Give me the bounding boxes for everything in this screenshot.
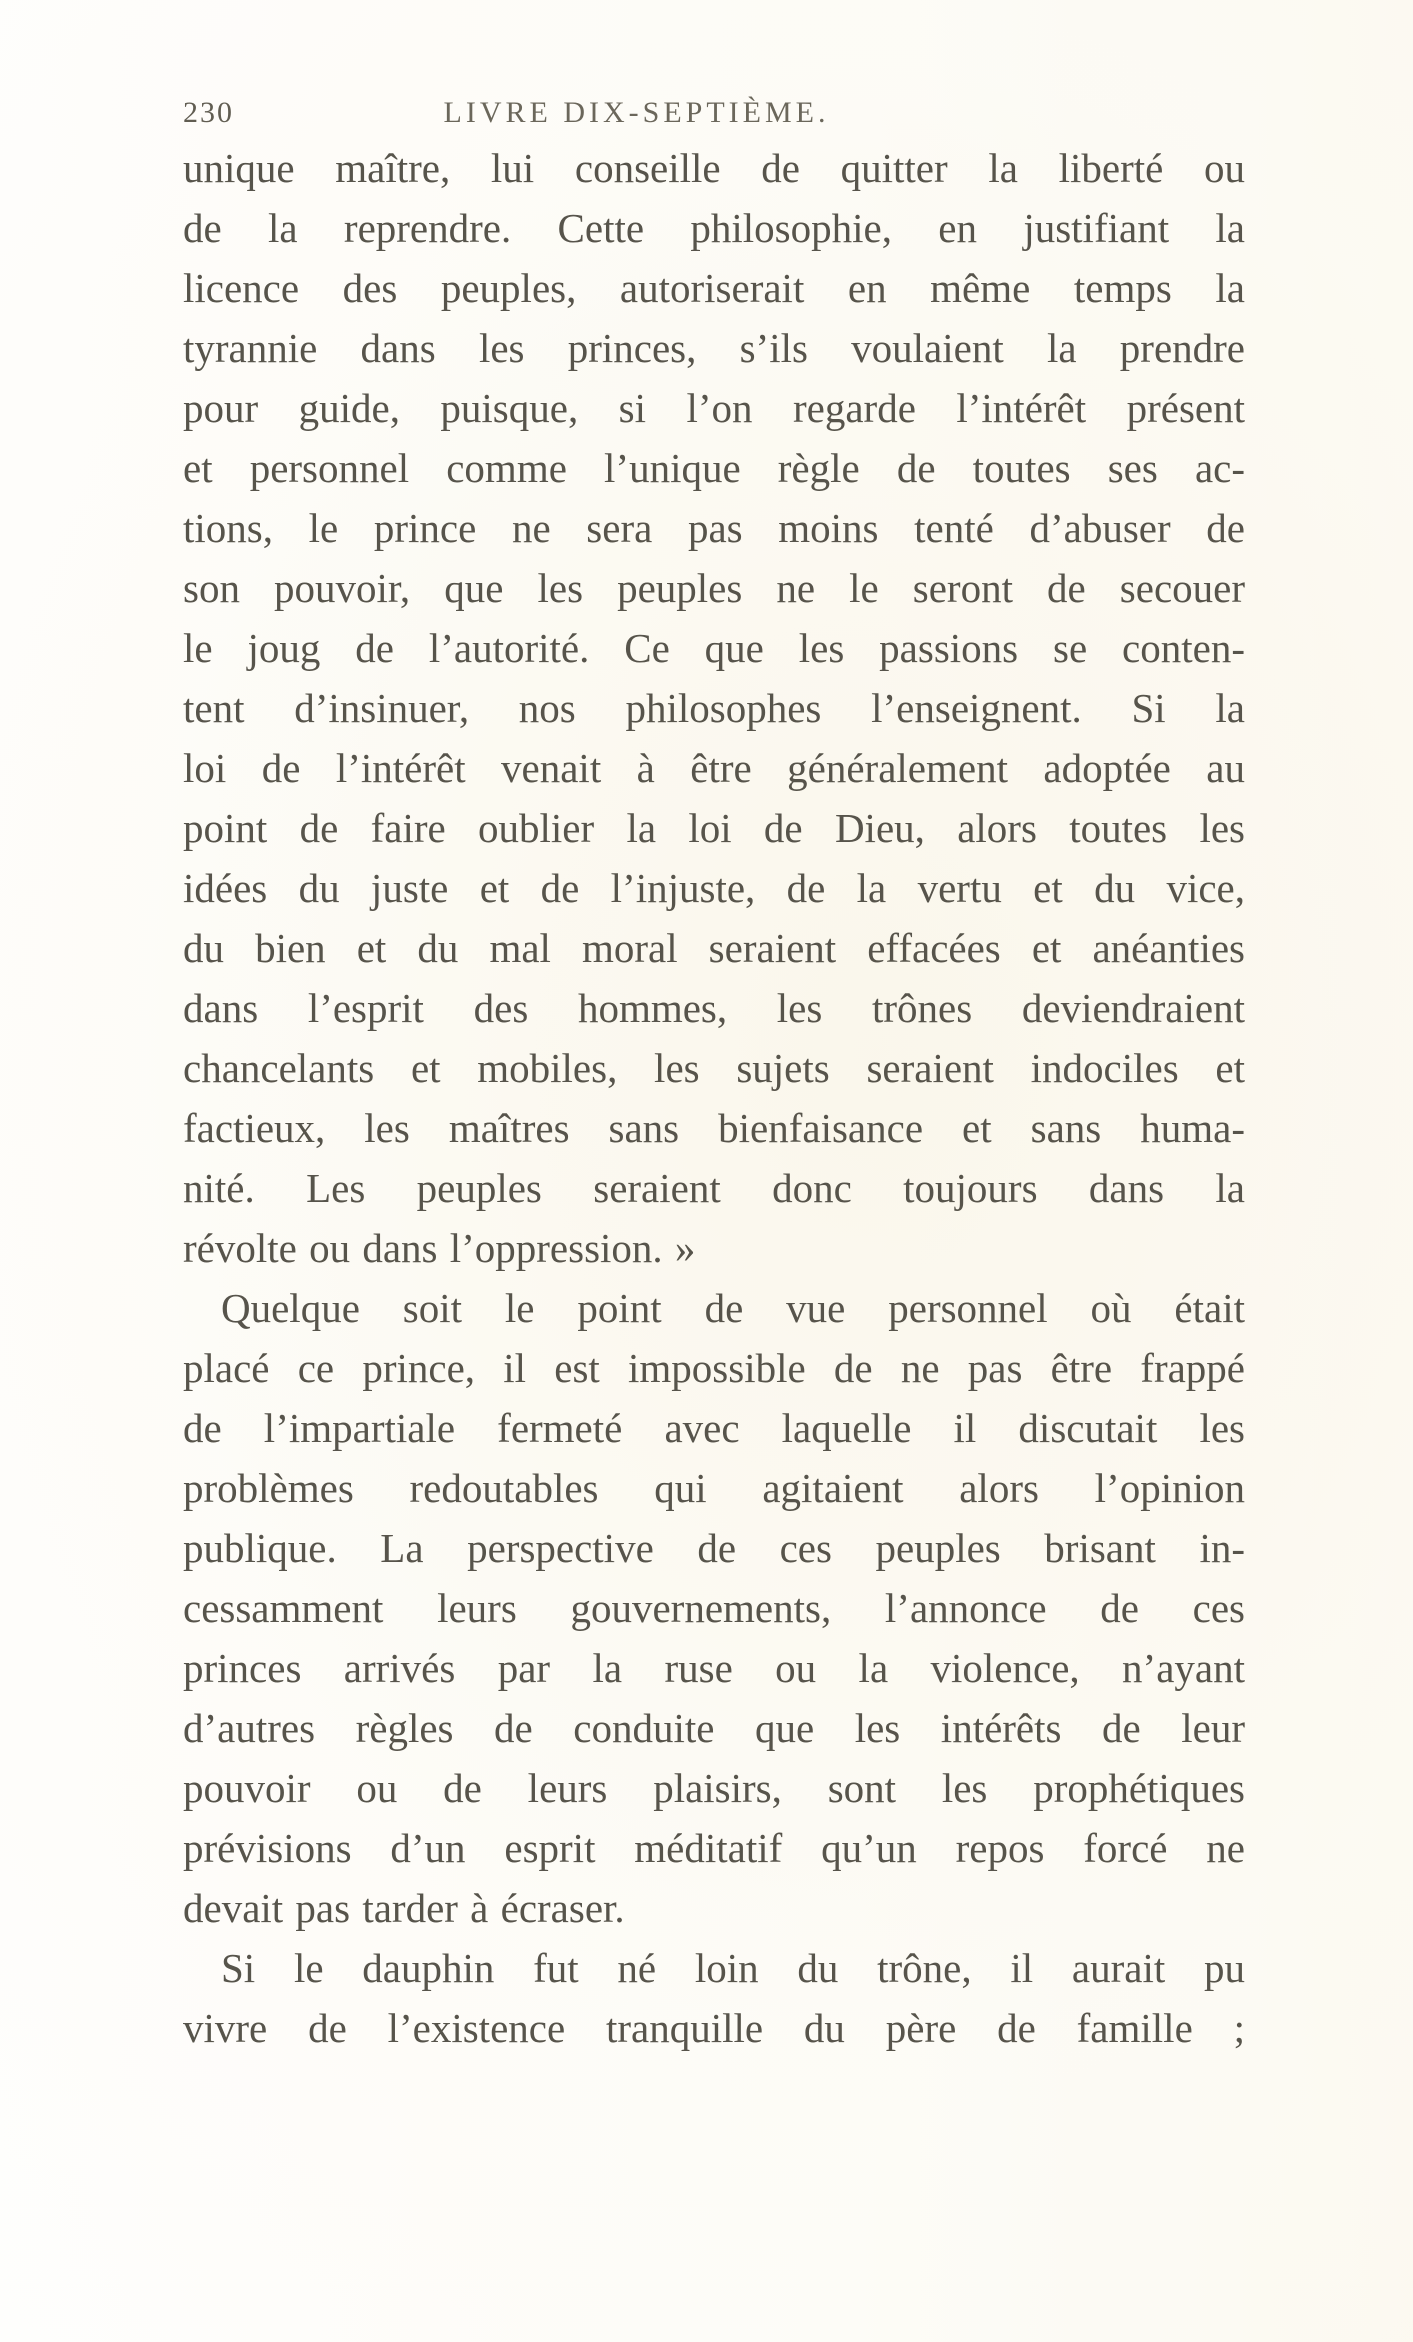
paragraph	[183, 138, 1245, 1278]
text-line: point de faire oublier la loi de Dieu, alors toutes les	[183, 805, 1245, 851]
paragraph	[183, 1278, 1245, 1938]
paragraph	[183, 1938, 1245, 2058]
text-line: révolte ou dans l’oppression. »	[183, 1225, 696, 1271]
running-title-zone	[303, 96, 970, 130]
text-line: son pouvoir, que les peuples ne le seront de secouer	[183, 565, 1245, 611]
text-line: loi de l’intérêt venait à être généralement adoptée au	[183, 745, 1245, 791]
text-line: publique. La perspective de ces peuples brisant in-	[183, 1525, 1245, 1571]
page-header	[183, 96, 1245, 130]
text-line: tyrannie dans les princes, s’ils voulaient la prendre	[183, 325, 1245, 371]
text-line: le joug de l’autorité. Ce que les passions se conten-	[183, 625, 1245, 671]
text-line: vivre de l’existence tranquille du père de famille ;	[183, 2005, 1245, 2051]
text-line: pour guide, puisque, si l’on regarde l’intérêt présent	[183, 385, 1245, 431]
text-line: du bien et du mal moral seraient effacées et anéanties	[183, 925, 1245, 971]
text-line: cessamment leurs gouvernements, l’annonce de ces	[183, 1585, 1245, 1631]
text-line: princes arrivés par la ruse ou la violence, n’ayant	[183, 1645, 1245, 1691]
text-line: de la reprendre. Cette philosophie, en justifiant la	[183, 205, 1245, 251]
text-line: unique maître, lui conseille de quitter la liberté ou	[183, 145, 1245, 191]
text-line: tent d’insinuer, nos philosophes l’enseignent. Si la	[183, 685, 1245, 731]
running-title: LIVRE DIX-SEPTIÈME.	[443, 96, 830, 129]
text-line: tions, le prince ne sera pas moins tenté d’abuser de	[183, 505, 1245, 551]
text-line: d’autres règles de conduite que les intérêts de leur	[183, 1705, 1245, 1751]
text-line: problèmes redoutables qui agitaient alors l’opinion	[183, 1465, 1245, 1511]
text-line: Si le dauphin fut né loin du trône, il aurait pu	[221, 1945, 1245, 1991]
text-line: pouvoir ou de leurs plaisirs, sont les prophétiques	[183, 1765, 1245, 1811]
text-line: chancelants et mobiles, les sujets seraient indociles et	[183, 1045, 1245, 1091]
text-block	[183, 138, 1245, 2058]
text-line: et personnel comme l’unique règle de toutes ses ac-	[183, 445, 1245, 491]
text-line: licence des peuples, autoriserait en même temps la	[183, 265, 1245, 311]
text-line: prévisions d’un esprit méditatif qu’un repos forcé ne	[183, 1825, 1245, 1871]
text-line: Quelque soit le point de vue personnel où était	[221, 1285, 1245, 1331]
text-line: dans l’esprit des hommes, les trônes deviendraient	[183, 985, 1245, 1031]
text-line: factieux, les maîtres sans bienfaisance et sans huma-	[183, 1105, 1245, 1151]
text-line: devait pas tarder à écraser.	[183, 1885, 625, 1931]
text-line: idées du juste et de l’injuste, de la vertu et du vice,	[183, 865, 1245, 911]
text-line: placé ce prince, il est impossible de ne pas être frappé	[183, 1345, 1245, 1391]
page-number: 230	[183, 96, 234, 129]
text-line: nité. Les peuples seraient donc toujours dans la	[183, 1165, 1245, 1211]
text-line: de l’impartiale fermeté avec laquelle il discutait les	[183, 1405, 1245, 1451]
